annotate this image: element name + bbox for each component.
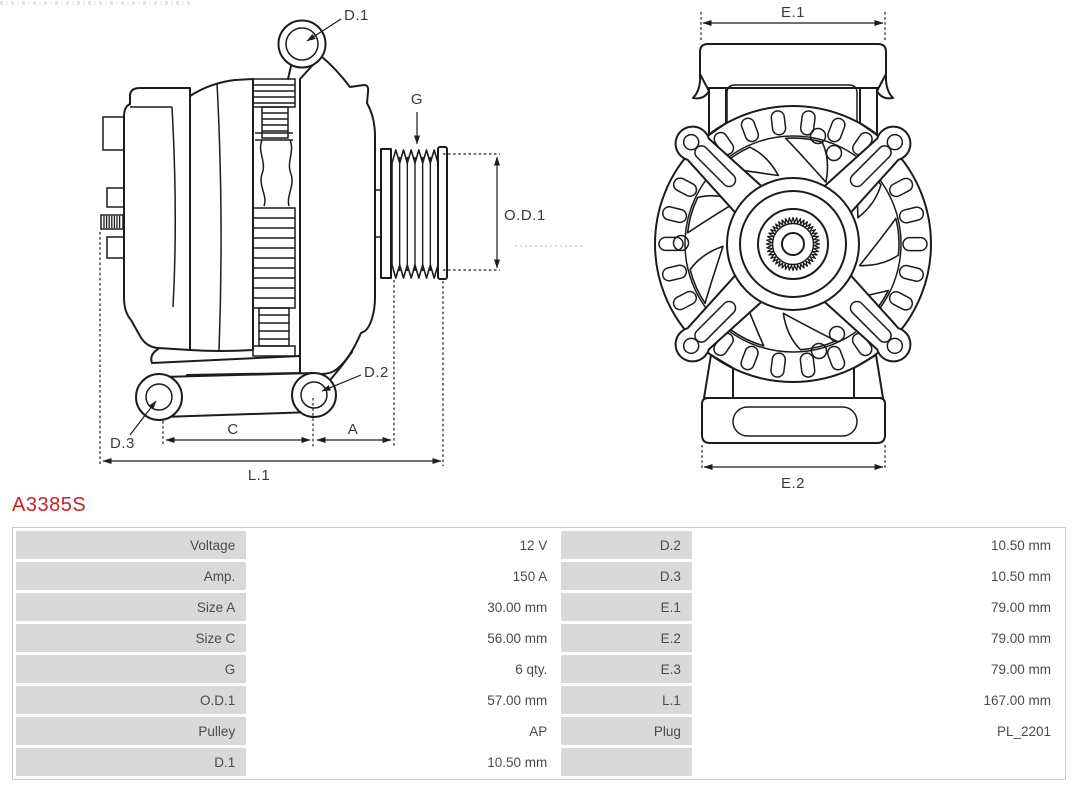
spec-label-cell: D.2 [561,531,692,559]
terminal-stud [107,188,124,207]
spec-value-cell: 6 qty. [249,655,558,683]
pulley [381,147,447,279]
spec-label-cell: E.1 [561,593,692,621]
dim-label-d1: D.1 [344,7,369,24]
spec-label-cell: Plug [561,717,692,745]
dim-label-od1: O.D.1 [504,207,546,224]
spec-value-cell [695,748,1062,776]
spec-value-cell: PL_2201 [695,717,1062,745]
dim-label-e2: E.2 [780,475,806,492]
mounting-lug [136,374,182,420]
spec-label-cell: Size A [16,593,246,621]
spec-value-cell: 10.50 mm [695,531,1062,559]
mounting-foot-bar [162,373,313,417]
spec-value-cell: 167.00 mm [695,686,1062,714]
front-view-diagram [655,4,931,492]
spec-value-cell: 10.50 mm [695,562,1062,590]
spec-label-cell: D.3 [561,562,692,590]
table-row [16,531,1062,559]
spec-value-cell: 57.00 mm [249,686,558,714]
threaded-stud [101,215,123,229]
stator-ribs [253,79,295,356]
table-row [16,655,1062,683]
top-bracket [693,44,893,135]
dim-label-l1: L.1 [247,467,271,484]
dim-label-d3: D.3 [110,435,135,452]
spec-label-cell [561,748,692,776]
spec-label-cell: G [16,655,246,683]
table-row [16,748,1062,776]
rear-housing [124,88,190,350]
spec-value-cell: AP [249,717,558,745]
spec-label-cell: E.3 [561,655,692,683]
dim-label-e1: E.1 [780,4,806,21]
spec-label-cell: O.D.1 [16,686,246,714]
mounting-lug [292,373,336,417]
spec-value-cell: 79.00 mm [695,624,1062,652]
spec-label-cell: D.1 [16,748,246,776]
spec-label-cell: Size C [16,624,246,652]
spec-label-cell: Voltage [16,531,246,559]
spec-value-cell: 10.50 mm [249,748,558,776]
dim-label-d2: D.2 [364,364,389,381]
spec-table [12,527,1066,780]
dim-label-g: G [410,91,424,108]
table-row [16,686,1062,714]
spec-label-cell: Pulley [16,717,246,745]
spec-label-cell: Amp. [16,562,246,590]
table-row [16,562,1062,590]
part-number: A3385S [12,494,87,516]
spec-value-cell: 56.00 mm [249,624,558,652]
side-view-diagram [100,7,585,484]
spec-value-cell: 30.00 mm [249,593,558,621]
spec-label-cell: L.1 [561,686,692,714]
spec-value-cell: 12 V [249,531,558,559]
spec-value-cell: 150 A [249,562,558,590]
spec-label-cell: E.2 [561,624,692,652]
front-housing [300,56,375,376]
spec-value-cell: 79.00 mm [695,655,1062,683]
table-row [16,624,1062,652]
table-row [16,717,1062,745]
spec-value-cell: 79.00 mm [695,593,1062,621]
front-hub [727,178,859,310]
dim-label-c: C [227,421,239,438]
dim-label-a: A [347,421,359,438]
bottom-bracket [702,355,885,443]
table-row [16,593,1062,621]
terminal-stud [107,237,124,258]
shaft-hole [782,233,804,255]
